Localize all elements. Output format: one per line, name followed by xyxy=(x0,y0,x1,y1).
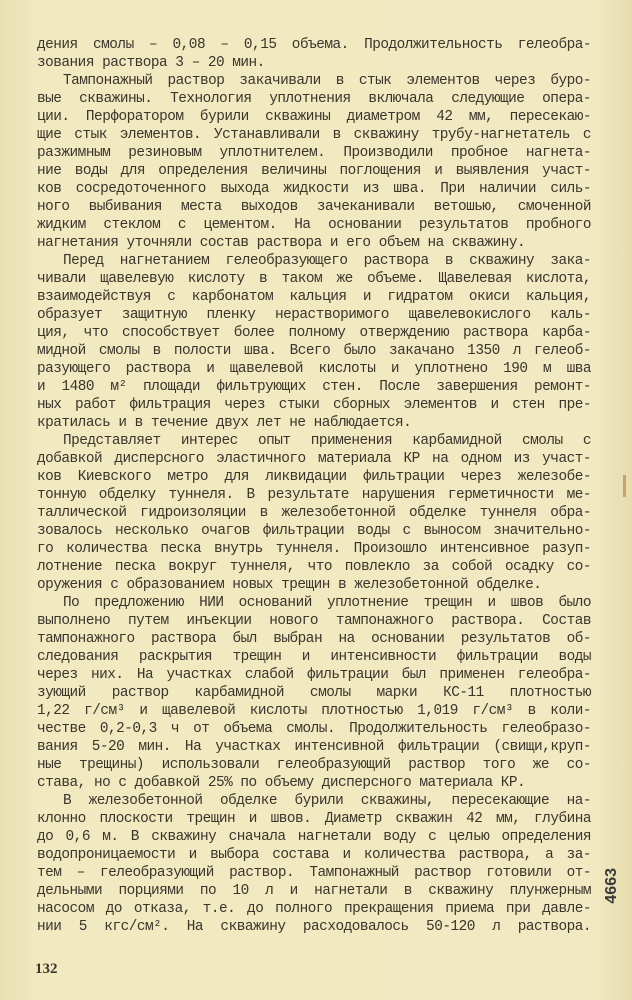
text-line: става, но с добавкой 25% по объему дисперсного материала КР. xyxy=(37,775,526,791)
text-line: следования раскрытия трещин и интенсивности фильтрации воды xyxy=(37,649,591,665)
text-line: зовалось несколько очагов фильтрации воды с выносом значительно- xyxy=(37,523,591,539)
text-line: зующий раствор карбамидной смолы марки КС-11 плотностью xyxy=(37,685,591,701)
text-line: дельными порциями по 10 л и нагнетали в скважину плунжерным xyxy=(37,883,591,899)
text-line: По предложению НИИ оснований уплотнение трещин и швов было xyxy=(63,595,591,611)
text-line: зования раствора 3 – 20 мин. xyxy=(37,55,265,71)
text-line: разующего раствора и щавелевой кислоты и уплотнено 190 м шва xyxy=(37,361,591,377)
text-line: разжимным резиновым уплотнителем. Производили пробное нагнета- xyxy=(37,145,591,161)
text-line: ков Киевского метро для ликвидации фильтрации через железобе- xyxy=(37,469,591,485)
text-line: го количества песка внутрь туннеля. Произошло интенсивное разуп- xyxy=(37,541,591,557)
text-line: тампонажного раствора был выбран на основании результатов об- xyxy=(37,631,591,647)
text-line: мидной смолы в полости шва. Всего было закачано 1350 л гелеоб- xyxy=(37,343,591,359)
margin-mark xyxy=(623,475,626,497)
text-line: до 0,6 м. В скважину сначала нагнетали воду с целью определения xyxy=(37,829,591,845)
text-line: щие стык элементов. Устанавливали в скважину трубу-нагнетатель с xyxy=(37,127,591,143)
text-line: ция, что способствует более полному отверждению раствора карба- xyxy=(37,325,591,341)
text-line: лотнение песка вокруг туннеля, что повлекло за собой осадку со- xyxy=(37,559,591,575)
text-line: тонную обделку туннеля. В результате нарушения герметичности ме- xyxy=(37,487,591,503)
text-line: нии 5 кгс/см². На скважину расходовалось 50-120 л раствора. xyxy=(37,919,591,935)
text-line: чивали щавелевую кислоту в таком же объеме. Щавелевая кислота, xyxy=(37,271,591,287)
text-line: дения смолы – 0,08 – 0,15 объема. Продолжительность гелеобра- xyxy=(37,37,591,53)
text-line: В железобетонной обделке бурили скважины, пересекающие на- xyxy=(63,793,591,809)
text-line: клонно плоскости трещин и швов. Диаметр скважин 42 мм, глубина xyxy=(37,811,591,827)
text-line: тем – гелеобразующий раствор. Тампонажный раствор готовили от- xyxy=(37,865,591,881)
text-line: выполнено путем инъекции нового тампонажного раствора. Состав xyxy=(37,613,591,629)
side-stamp xyxy=(603,868,623,904)
text-line: образует защитную пленку нерастворимого щавелевокислого каль- xyxy=(37,307,591,323)
text-line: Представляет интерес опыт применения карбамидной смолы с xyxy=(63,433,591,449)
text-line: оружения с образованием новых трещин в железобетонной обделке. xyxy=(37,577,542,593)
text-line: через них. На участках слабой фильтрации был применен гелеобра- xyxy=(37,667,591,683)
side-stamp-number: 4663 xyxy=(603,868,620,904)
text-line: Перед нагнетанием гелеобразующего раствора в скважину зака- xyxy=(63,253,591,269)
text-line: таллической гидроизоляции в железобетонной обделке туннеля обра- xyxy=(37,505,591,521)
text-line: кратилась и в течение двух лет не наблюдается. xyxy=(37,415,412,431)
text-line: честве 0,2-0,3 ч от объема смолы. Продолжительность гелеобразо- xyxy=(37,721,591,737)
text-line: 1,22 г/см³ и щавелевой кислоты плотностью 1,019 г/см³ в коли- xyxy=(37,703,591,719)
text-line: водопроницаемости и выбора состава и количества раствора, а за- xyxy=(37,847,591,863)
text-line: ных работ фильтрация через стыки сборных элементов и стен пре- xyxy=(37,397,591,413)
text-line: ного выбивания места выходов зачеканивали ветошью, смоченной xyxy=(37,199,591,215)
text-line: жидким стеклом с цементом. На основании результатов пробного xyxy=(37,217,591,233)
text-line: насосом до отказа, т.е. до полного прекращения приема при давле- xyxy=(37,901,591,917)
text-line: взаимодействуя с карбонатом кальция и гидратом окиси кальция, xyxy=(37,289,591,305)
text-line: вые скважины. Технология уплотнения включала следующие опера- xyxy=(37,91,591,107)
text-line: и 1480 м² площади фильтрующих стен. После завершения ремонт- xyxy=(37,379,591,395)
text-line: вания 5-20 мин. На участках интенсивной фильтрации (свищи,круп- xyxy=(37,739,591,755)
page-number: 132 xyxy=(35,961,58,977)
text-line: нагнетания уточняли состав раствора и его объем на скважину. xyxy=(37,235,526,251)
text-line: ков сосредоточенного выхода жидкости из шва. При наличии силь- xyxy=(37,181,591,197)
text-line: ние воды для определения величины поглощения и выявления участ- xyxy=(37,163,591,179)
text-line: ные трещины) использовали гелеобразующий раствор того же со- xyxy=(37,757,591,773)
text-line: ции. Перфоратором бурили скважины диаметром 42 мм, пересекаю- xyxy=(37,109,591,125)
body-text xyxy=(37,36,591,936)
text-line: добавкой дисперсного эластичного материала КР на одном из участ- xyxy=(37,451,591,467)
text-line: Тампонажный раствор закачивали в стык элементов через буро- xyxy=(63,73,591,89)
